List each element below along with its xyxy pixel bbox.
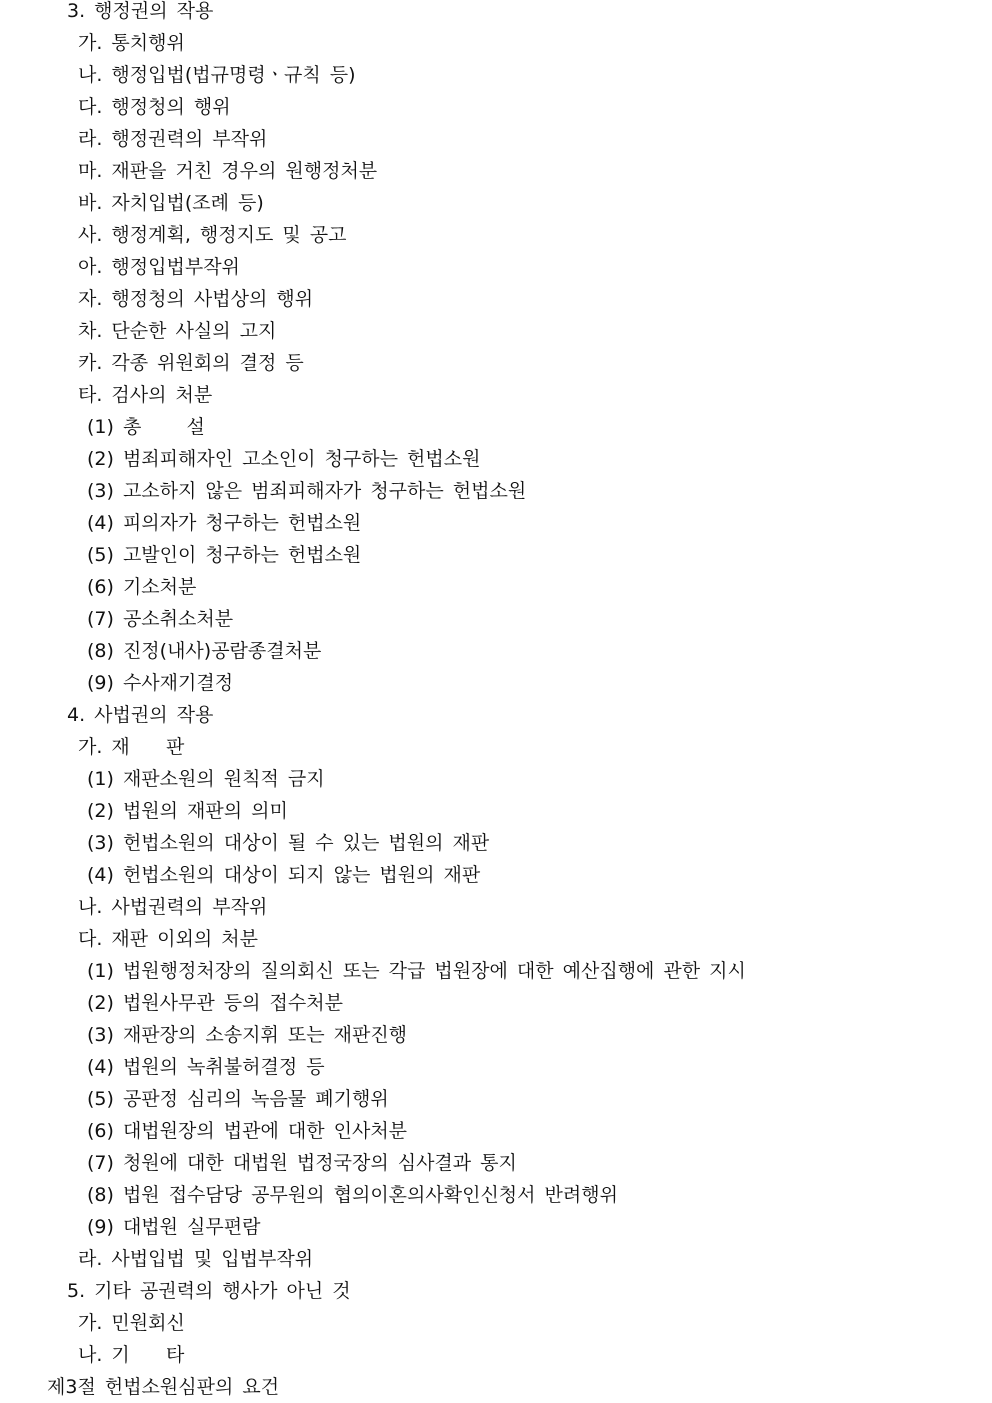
subsection-item: 바. 자치입법(조례 등): [78, 192, 264, 214]
sub-subsection-item: (8) 진정(내사)공람종결처분: [87, 640, 322, 662]
sub-subsection-item: (3) 재판장의 소송지휘 또는 재판진행: [87, 1024, 408, 1046]
sub-subsection-item: (4) 헌법소원의 대상이 되지 않는 법원의 재판: [87, 864, 481, 886]
subsection-item: 차. 단순한 사실의 고지: [78, 320, 277, 342]
subsection-item: 마. 재판을 거친 경우의 원행정처분: [78, 160, 378, 182]
sub-subsection-item: (5) 공판정 심리의 녹음물 폐기행위: [87, 1088, 389, 1110]
section-heading: 4. 사법권의 작용: [67, 704, 214, 726]
sub-subsection-item: (9) 대법원 실무편람: [87, 1216, 261, 1238]
subsection-item: 사. 행정계획, 행정지도 및 공고: [78, 224, 347, 246]
subsection-item: 가. 민원회신: [78, 1312, 185, 1334]
sub-subsection-item: (8) 법원 접수담당 공무원의 협의이혼의사확인신청서 반려행위: [87, 1184, 618, 1206]
subsection-item: 다. 행정청의 행위: [78, 96, 231, 118]
subsection-item: 라. 행정권력의 부작위: [78, 128, 268, 150]
sub-subsection-item: (7) 공소취소처분: [87, 608, 234, 630]
subsection-item: 나. 행정입법(법규명령ㆍ규칙 등): [78, 64, 356, 86]
sub-subsection-item: (1) 법원행정처장의 질의회신 또는 각급 법원장에 대한 예산집행에 관한 지시: [87, 960, 746, 982]
sub-subsection-item: (2) 범죄피해자인 고소인이 청구하는 헌법소원: [87, 448, 481, 470]
subsection-item: 가. 통치행위: [78, 32, 185, 54]
subsection-item: 나. 기 타: [78, 1344, 185, 1366]
chapter-heading: 제3절 헌법소원심판의 요건: [47, 1376, 280, 1398]
subsection-item: 라. 사법입법 및 입법부작위: [78, 1248, 314, 1270]
sub-subsection-item: (3) 헌법소원의 대상이 될 수 있는 법원의 재판: [87, 832, 490, 854]
sub-subsection-item: (4) 법원의 녹취불허결정 등: [87, 1056, 325, 1078]
sub-subsection-item: (1) 총 설: [87, 416, 205, 438]
sub-subsection-item: (6) 대법원장의 법관에 대한 인사처분: [87, 1120, 408, 1142]
sub-subsection-item: (2) 법원의 재판의 의미: [87, 800, 288, 822]
subsection-item: 다. 재판 이외의 처분: [78, 928, 258, 950]
subsection-item: 자. 행정청의 사법상의 행위: [78, 288, 314, 310]
sub-subsection-item: (2) 법원사무관 등의 접수처분: [87, 992, 343, 1014]
subsection-item: 가. 재 판: [78, 736, 185, 758]
subsection-item: 타. 검사의 처분: [78, 384, 213, 406]
sub-subsection-item: (4) 피의자가 청구하는 헌법소원: [87, 512, 362, 534]
sub-subsection-item: (7) 청원에 대한 대법원 법정국장의 심사결과 통지: [87, 1152, 517, 1174]
subsection-item: 카. 각종 위원회의 결정 등: [78, 352, 304, 374]
section-heading: 5. 기타 공권력의 행사가 아닌 것: [67, 1280, 351, 1302]
sub-subsection-item: (1) 재판소원의 원칙적 금지: [87, 768, 325, 790]
sub-subsection-item: (3) 고소하지 않은 범죄피해자가 청구하는 헌법소원: [87, 480, 527, 502]
subsection-item: 아. 행정입법부작위: [78, 256, 240, 278]
sub-subsection-item: (5) 고발인이 청구하는 헌법소원: [87, 544, 362, 566]
section-heading: 3. 행정권의 작용: [67, 0, 214, 22]
subsection-item: 나. 사법권력의 부작위: [78, 896, 268, 918]
sub-subsection-item: (9) 수사재기결정: [87, 672, 234, 694]
sub-subsection-item: (6) 기소처분: [87, 576, 197, 598]
